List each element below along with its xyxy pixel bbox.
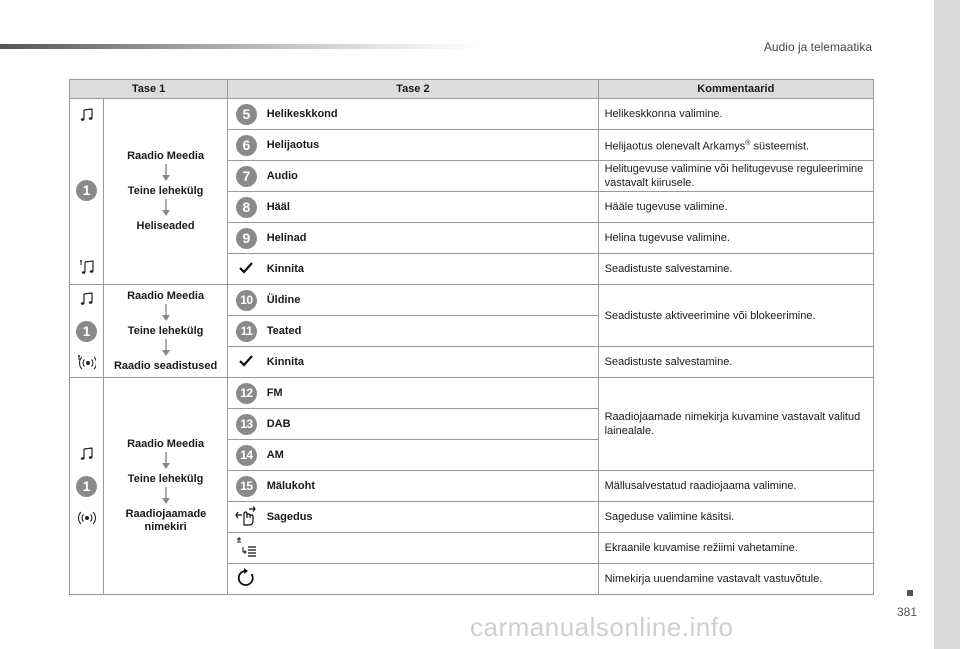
level2-label: DAB — [265, 409, 598, 440]
watermark: carmanualsonline.info — [470, 612, 734, 642]
item-badge: 6 — [236, 135, 257, 156]
comment: Raadiojaamade nimekirja kuvamine vastavalt valitud lainealale. — [598, 378, 873, 471]
column-header-level2: Tase 2 — [228, 80, 598, 99]
music-note-icon — [79, 446, 95, 462]
comment: Helitugevuse valimine või helitugevuse reguleerimine vastavalt kiirusele. — [598, 161, 873, 192]
arrow-down-icon — [161, 339, 171, 357]
path-step: Raadio Meedia — [127, 289, 205, 302]
level2-label: Helinad — [265, 223, 598, 254]
arrow-down-icon — [161, 164, 171, 182]
page-number: 381 — [897, 605, 918, 619]
level2-label: Audio — [265, 161, 598, 192]
item-badge: 8 — [236, 197, 257, 218]
comment: Ekraanile kuvamise režiimi vahetamine. — [598, 533, 873, 564]
radio-station-icon — [78, 510, 96, 526]
list-mode-icon — [235, 537, 257, 557]
level2-label: Kinnita — [265, 347, 598, 378]
icon-cell — [70, 99, 104, 285]
level2-label: Kinnita — [265, 254, 598, 285]
level2-label: Helikeskkond — [265, 99, 598, 130]
column-header-comments: Kommentaarid — [598, 80, 873, 99]
music-note-icon — [79, 107, 95, 123]
item-badge: 5 — [236, 104, 257, 125]
hand-tune-icon — [235, 506, 257, 526]
level2-label: Mälukoht — [265, 471, 598, 502]
level2-label: Hääl — [265, 192, 598, 223]
music-note-icon — [79, 291, 95, 307]
item-badge: 12 — [236, 383, 257, 404]
column-header-level1: Tase 1 — [70, 80, 228, 99]
comment: Mällusalvestatud raadiojaama valimine. — [598, 471, 873, 502]
comment: Nimekirja uuendamine vastavalt vastuvõtule. — [598, 564, 873, 595]
comment: Helijaotus olenevalt Arkamys® süsteemist. — [598, 130, 873, 161]
comment: Hääle tugevuse valimine. — [598, 192, 873, 223]
comment: Seadistuste salvestamine. — [598, 254, 873, 285]
icon-cell — [70, 378, 104, 595]
side-strip — [934, 0, 960, 649]
arrow-down-icon — [161, 304, 171, 322]
table-row — [70, 378, 874, 409]
comment: Helikeskkonna valimine. — [598, 99, 873, 130]
header-gradient-bar — [0, 44, 480, 49]
radio-settings-icon — [78, 355, 96, 371]
path-step: Teine lehekülg — [127, 324, 204, 337]
page-marker — [907, 590, 913, 596]
item-badge: 9 — [236, 228, 257, 249]
path-step: Teine lehekülg — [127, 473, 204, 485]
level2-label — [265, 533, 598, 564]
level2-label: Üldine — [265, 285, 598, 316]
path-step: Teine lehekülg — [127, 185, 204, 197]
item-badge: 10 — [236, 290, 257, 311]
item-badge: 14 — [236, 445, 257, 466]
icon-cell — [70, 285, 104, 378]
item-badge: 15 — [236, 476, 257, 497]
path-step: Heliseaded — [136, 220, 195, 232]
level2-label: FM — [265, 378, 598, 409]
path-step: Raadio Meedia — [127, 438, 205, 450]
path-step: Raadiojaamade nimekiri — [125, 508, 207, 533]
check-icon — [239, 262, 253, 274]
section-title: Audio ja telemaatika — [763, 40, 872, 54]
level2-label: Teated — [265, 316, 598, 347]
step-badge: 1 — [76, 476, 97, 497]
level2-label: Helijaotus — [265, 130, 598, 161]
arrow-down-icon — [161, 452, 171, 470]
level1-path-cell — [104, 378, 228, 595]
comment: Sageduse valimine käsitsi. — [598, 502, 873, 533]
item-badge: 13 — [236, 414, 257, 435]
level2-label: Sagedus — [265, 502, 598, 533]
table-row — [70, 285, 874, 316]
step-badge: 1 — [76, 180, 97, 201]
path-step: Raadio Meedia — [127, 150, 205, 162]
arrow-down-icon — [161, 487, 171, 505]
comment: Helina tugevuse valimine. — [598, 223, 873, 254]
step-badge: 1 — [76, 321, 97, 342]
table-header-row — [70, 80, 874, 99]
music-settings-icon — [78, 259, 96, 277]
comment: Seadistuste aktiveerimine või blokeerimine. — [598, 285, 873, 347]
refresh-icon — [236, 568, 256, 588]
item-badge: 7 — [236, 166, 257, 187]
path-step: Raadio seadistused — [113, 359, 218, 372]
item-badge: 11 — [236, 321, 257, 342]
settings-table — [69, 79, 874, 595]
level2-label — [265, 564, 598, 595]
table-row — [70, 99, 874, 130]
comment: Seadistuste salvestamine. — [598, 347, 873, 378]
level1-path-cell — [104, 99, 228, 285]
check-icon — [239, 355, 253, 367]
level1-path-cell — [104, 285, 228, 378]
arrow-down-icon — [161, 199, 171, 217]
level2-label: AM — [265, 440, 598, 471]
